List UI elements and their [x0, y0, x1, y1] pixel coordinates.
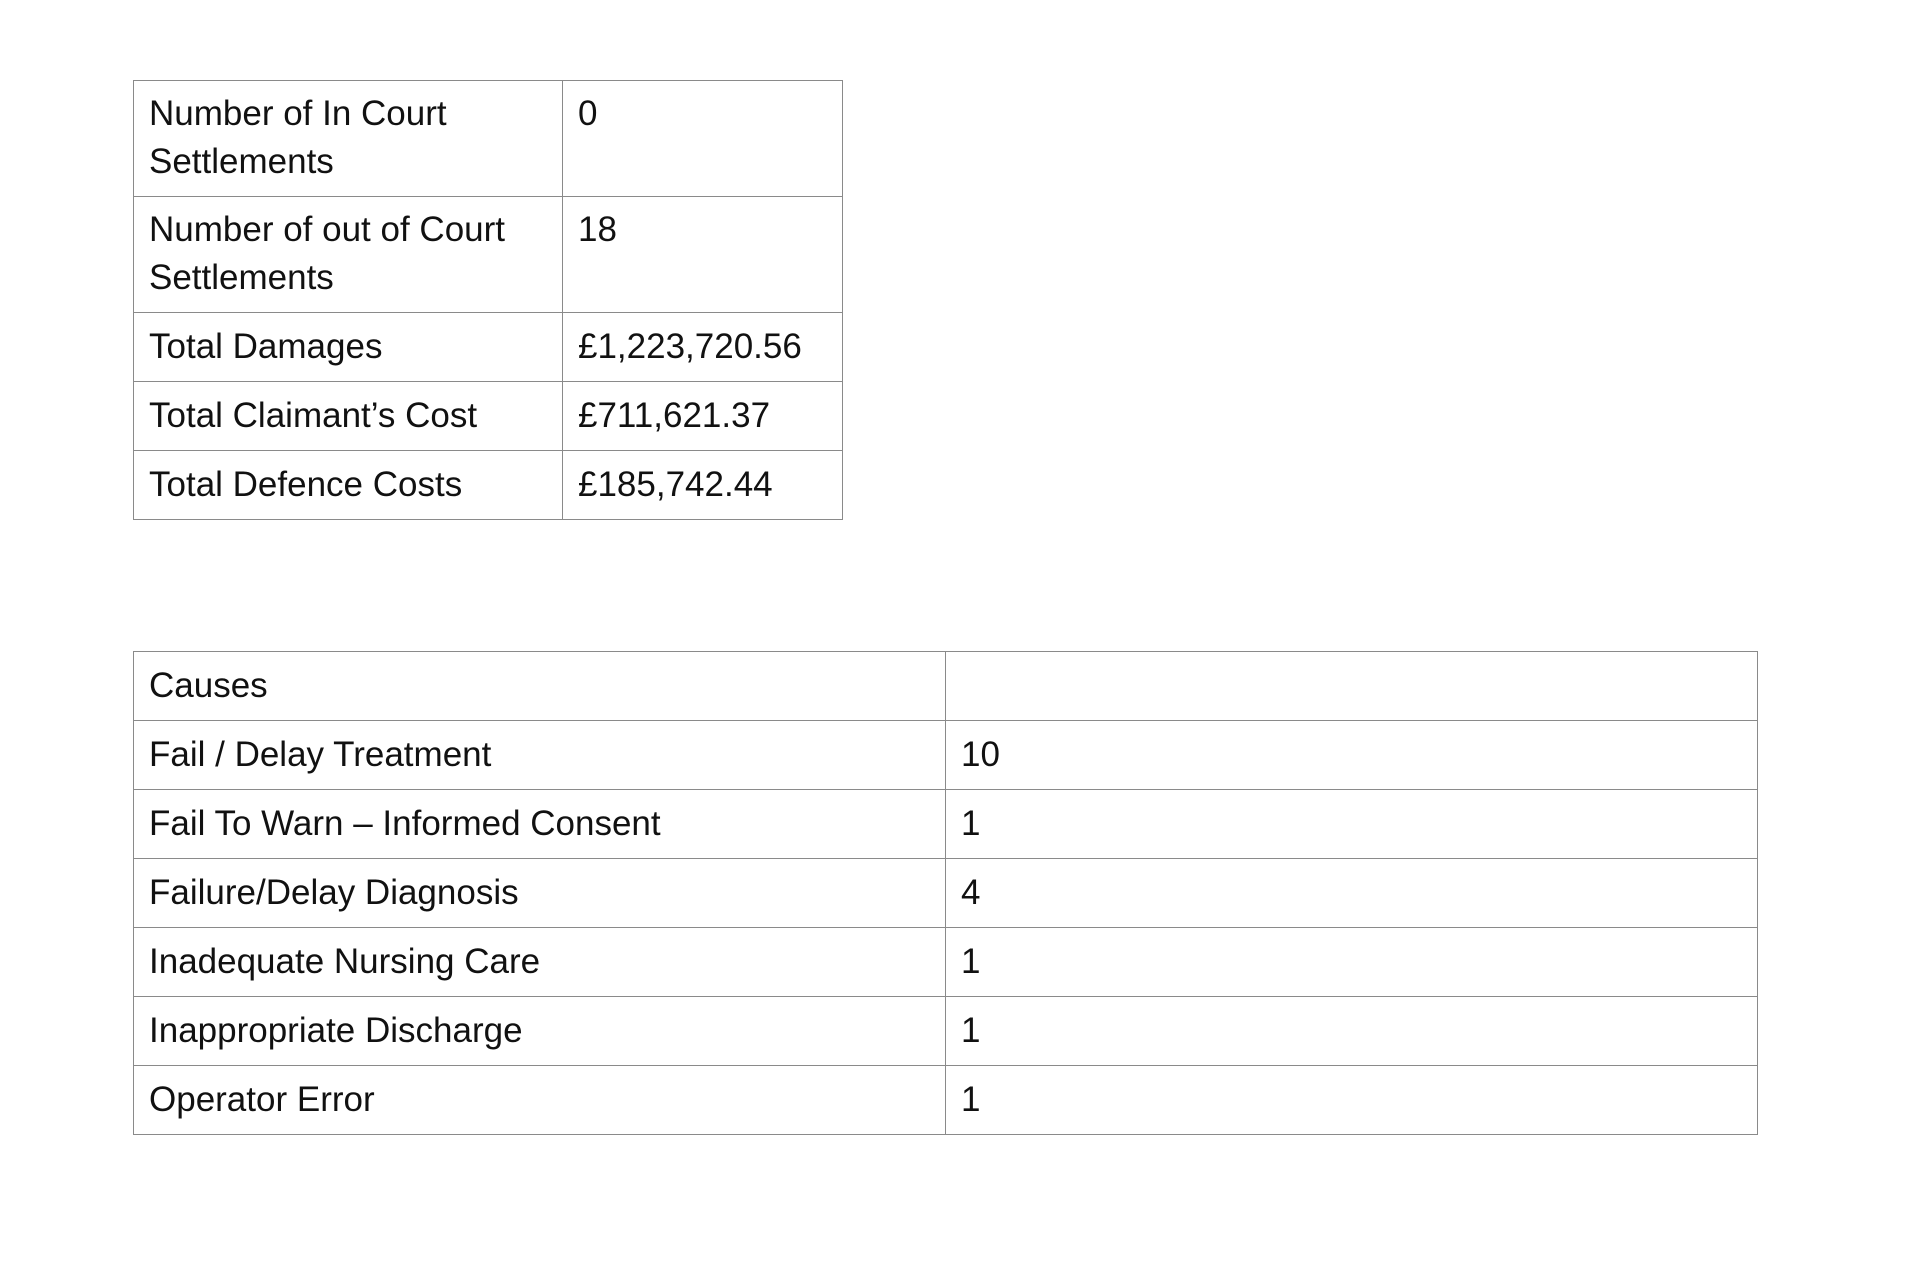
row-label: Total Defence Costs — [134, 451, 563, 520]
table-row — [134, 790, 1758, 859]
cause-label: Inadequate Nursing Care — [134, 928, 946, 997]
causes-header-value — [946, 652, 1758, 721]
cause-count: 4 — [946, 859, 1758, 928]
row-label: Total Damages — [134, 313, 563, 382]
row-label: Number of In Court Settlements — [134, 81, 563, 197]
table-row — [134, 721, 1758, 790]
row-label: Number of out of Court Settlements — [134, 197, 563, 313]
table-row — [134, 451, 843, 520]
causes-table — [133, 651, 1758, 1135]
cause-count: 10 — [946, 721, 1758, 790]
cause-label: Failure/Delay Diagnosis — [134, 859, 946, 928]
row-value: £1,223,720.56 — [563, 313, 843, 382]
settlement-summary-table — [133, 80, 843, 520]
table-row — [134, 81, 843, 197]
table-row — [134, 313, 843, 382]
table-row — [134, 997, 1758, 1066]
table-row — [134, 197, 843, 313]
cause-label: Fail / Delay Treatment — [134, 721, 946, 790]
cause-label: Operator Error — [134, 1066, 946, 1135]
table-row — [134, 1066, 1758, 1135]
cause-count: 1 — [946, 928, 1758, 997]
table-header-row — [134, 652, 1758, 721]
cause-count: 1 — [946, 997, 1758, 1066]
table-row — [134, 859, 1758, 928]
row-value: £711,621.37 — [563, 382, 843, 451]
cause-count: 1 — [946, 790, 1758, 859]
row-value: 0 — [563, 81, 843, 197]
cause-label: Fail To Warn – Informed Consent — [134, 790, 946, 859]
causes-header: Causes — [134, 652, 946, 721]
row-label: Total Claimant’s Cost — [134, 382, 563, 451]
cause-label: Inappropriate Discharge — [134, 997, 946, 1066]
table-row — [134, 382, 843, 451]
row-value: £185,742.44 — [563, 451, 843, 520]
cause-count: 1 — [946, 1066, 1758, 1135]
table-row — [134, 928, 1758, 997]
row-value: 18 — [563, 197, 843, 313]
